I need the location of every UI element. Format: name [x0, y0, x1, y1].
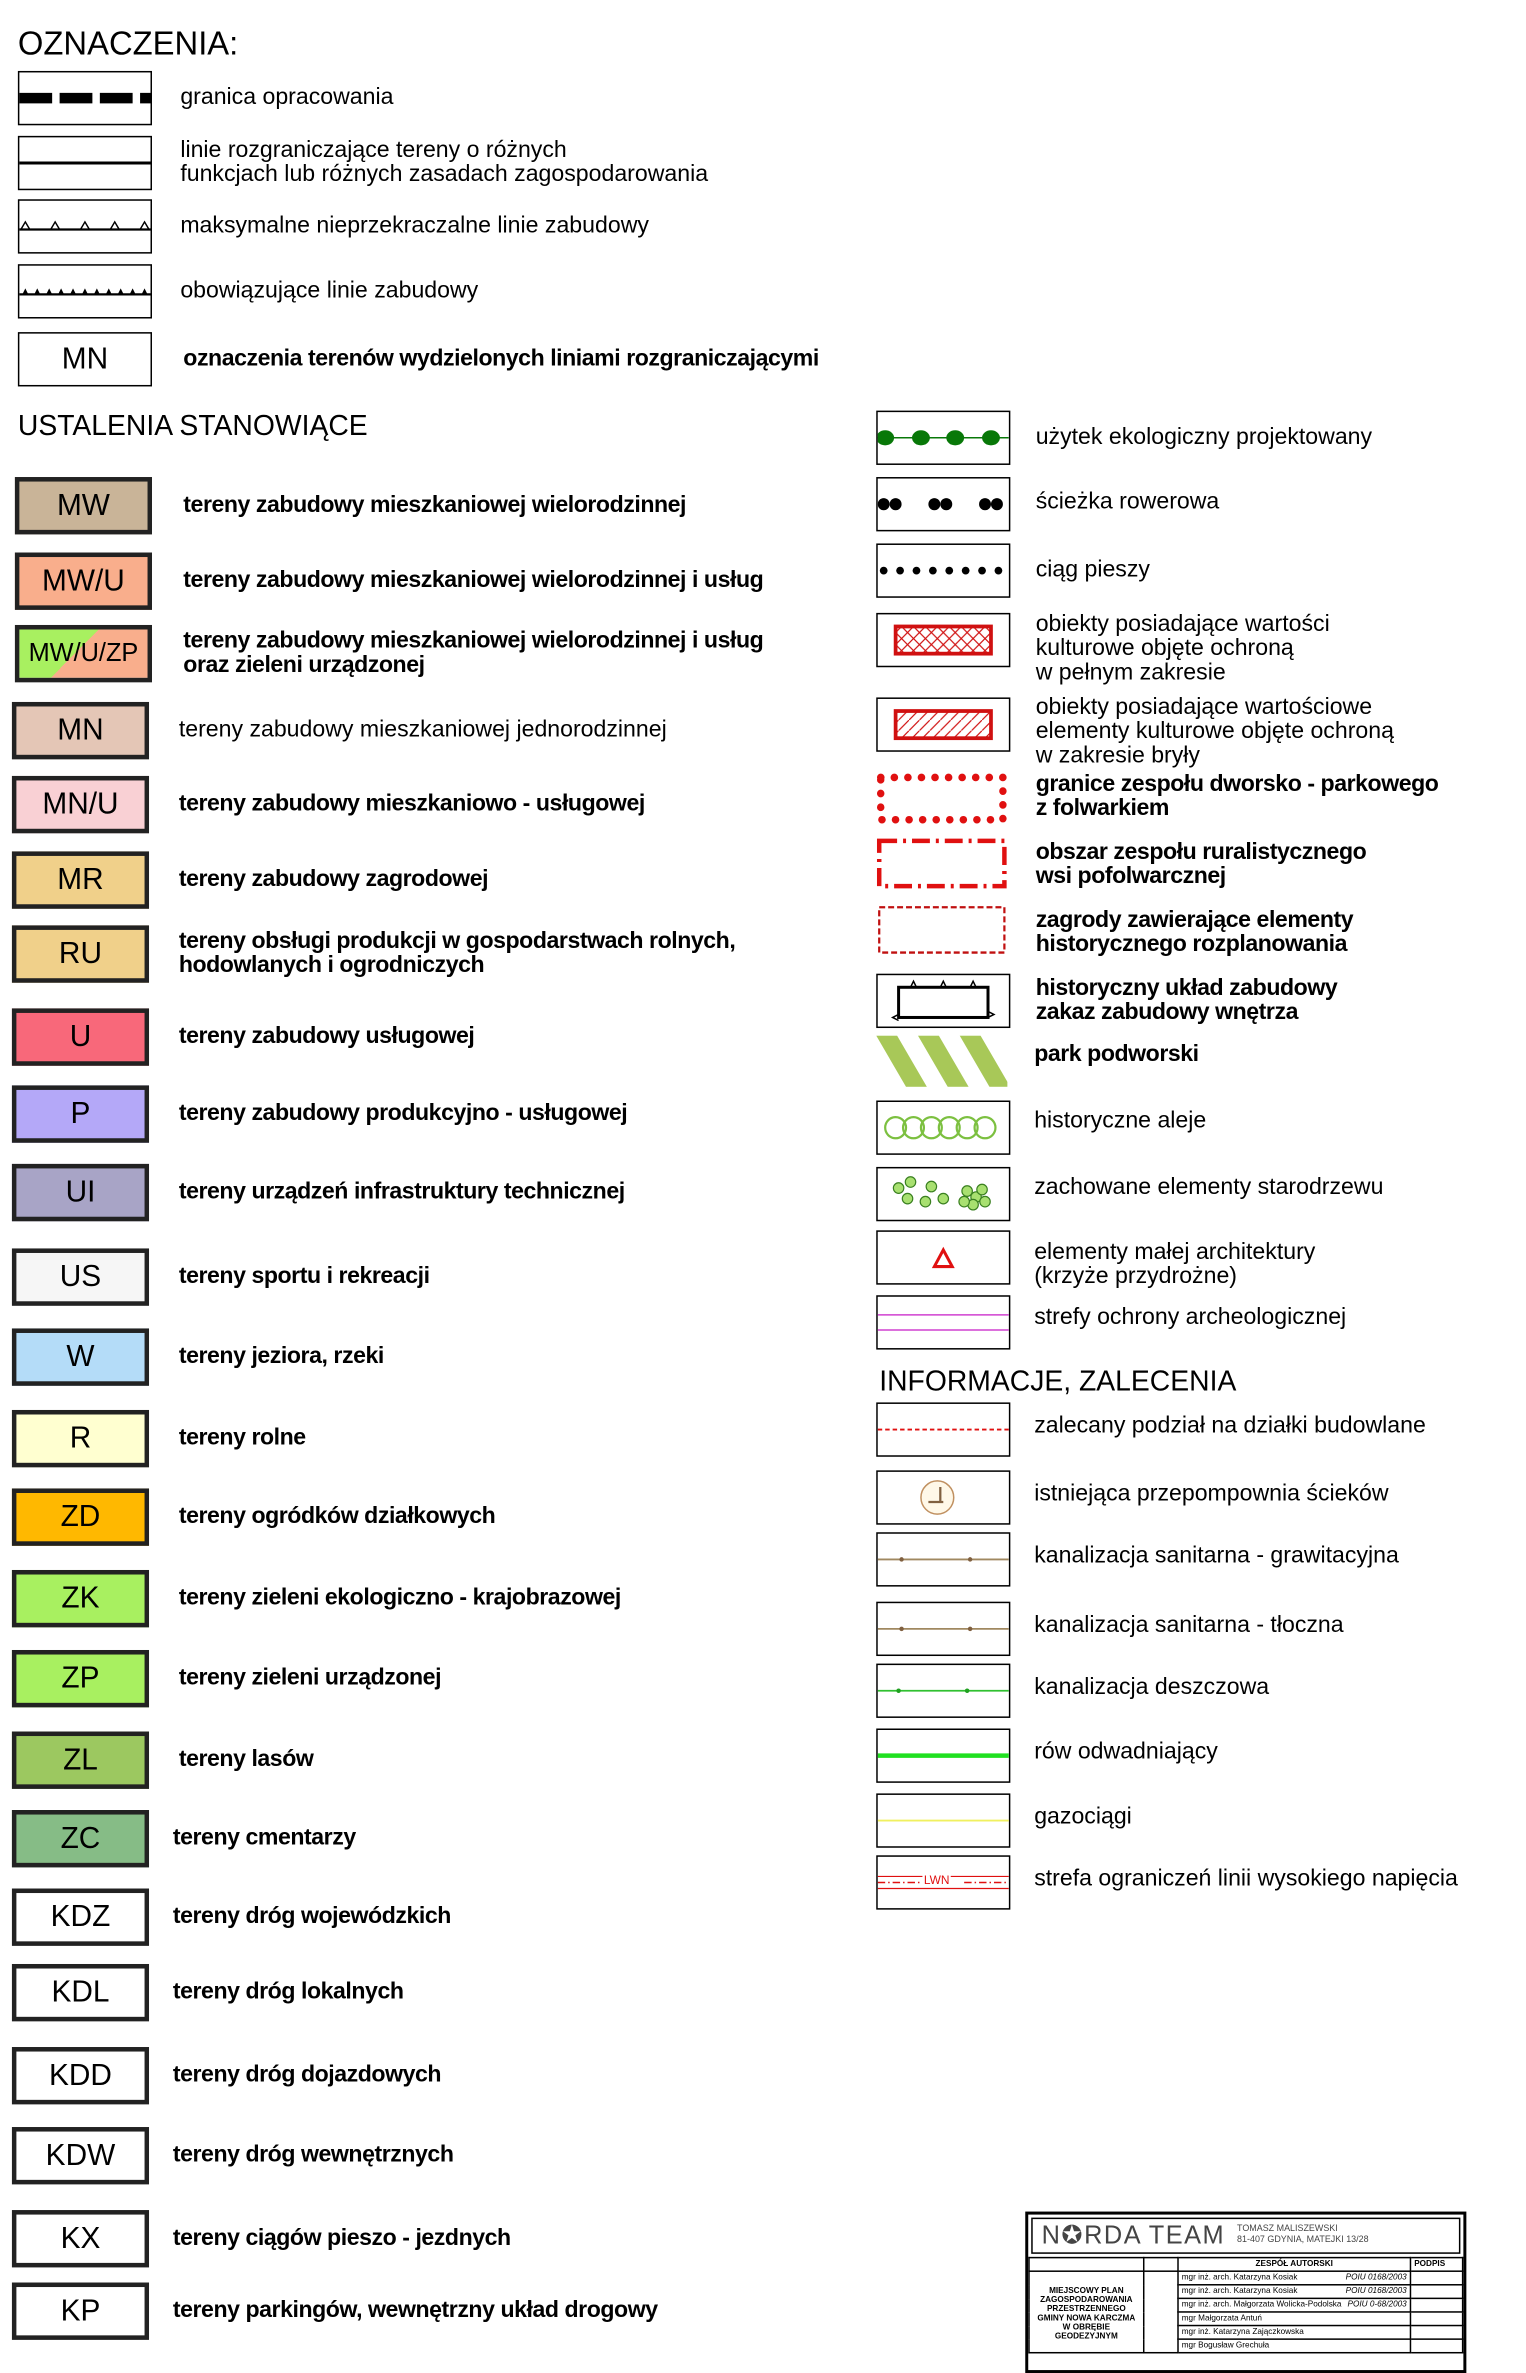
yellow-line-icon: [876, 1793, 1010, 1847]
legend-label: tereny parkingów, wewnętrzny układ drogowy: [172, 2297, 658, 2324]
green-thin-line-icon: [876, 1664, 1010, 1718]
signature-cell: [1410, 2298, 1462, 2312]
legend-label: tereny zabudowy produkcyjno - usługowej: [178, 1100, 628, 1127]
legend-label: tereny ogródków działkowych: [178, 1503, 496, 1530]
zone-swatch-kdd: [12, 2047, 149, 2104]
crosshatch-red-icon: [876, 613, 1010, 667]
zone-code: US: [59, 1259, 102, 1293]
legend-label: tereny zabudowy mieszkaniowo - usługowej: [178, 791, 645, 817]
zone-code: R: [69, 1421, 92, 1455]
legend-label: użytek ekologiczny projektowany: [1035, 424, 1373, 450]
zone-swatch-zk: [12, 1570, 149, 1627]
legend-label: rów odwadniający: [1034, 1739, 1218, 1765]
zone-swatch-w: [12, 1328, 149, 1385]
legend-label: linie rozgraniczające tereny o różnych funkcjach lub różnych zasadach zagospodarowania: [180, 137, 709, 188]
double-dot-line-icon: [876, 477, 1010, 531]
historic-layout-icon: [876, 974, 1010, 1028]
red-dotted-frame-icon: [876, 773, 1007, 824]
zone-code: ZC: [60, 1821, 101, 1855]
green-thick-line-icon: [876, 1728, 1010, 1782]
zone-code: UI: [65, 1175, 96, 1209]
zone-swatch-kdl: [12, 1964, 149, 2021]
author-name: mgr inż. arch. Katarzyna Kosiak: [1181, 2273, 1298, 2283]
signature-cell: [1410, 2285, 1462, 2299]
zone-code: RU: [58, 936, 102, 970]
magenta-lines-icon: [876, 1295, 1010, 1349]
zone-code: MW/U: [42, 563, 125, 598]
zone-swatch-ru: [12, 925, 149, 982]
stamp-icons: [1144, 2271, 1178, 2353]
dashed-boundary-icon: [18, 71, 152, 125]
red-dashed-line-icon: [876, 1402, 1010, 1456]
legend-label: strefa ograniczeń linii wysokiego napięcia: [1034, 1865, 1458, 1892]
section-title-ustalenia: USTALENIA STANOWIĄCE: [17, 410, 368, 443]
legend-label: gazociągi: [1034, 1803, 1132, 1830]
legend-label: ciąg pieszy: [1035, 557, 1150, 583]
zone-code: P: [70, 1096, 91, 1130]
legend-label: tereny dróg wojewódzkich: [172, 1903, 451, 1930]
park-stripes-icon: [876, 1036, 1007, 1087]
legend-label: tereny zabudowy mieszkaniowej wielorodzinnej: [183, 492, 687, 518]
max-building-line-icon: [18, 199, 152, 253]
green-dots-line-icon: [876, 411, 1010, 465]
legend-label: strefy ochrony archeologicznej: [1034, 1304, 1347, 1330]
legend-label: tereny zabudowy mieszkaniowej wielorodzinnej i usług oraz zieleni urządzonej: [183, 627, 764, 678]
zone-swatch-mw-u-zp: [15, 625, 152, 682]
author-license: POIU 0-68/2003: [1347, 2300, 1407, 2310]
legend-label: tereny dróg dojazdowych: [172, 2062, 442, 2088]
plan-title: MIEJSCOWY PLAN ZAGOSPODAROWANIA PRZESTRZENNEGO GMINY NOWA KARCZMA W OBRĘBIE GEODEZYJNYM: [1029, 2271, 1144, 2353]
old-trees-icon: [876, 1167, 1010, 1221]
pump-station-icon: [876, 1470, 1010, 1524]
legend-label: tereny jeziora, rzeki: [178, 1343, 384, 1370]
mandatory-building-line-icon: [18, 264, 152, 318]
brown-line-grav-icon: [876, 1532, 1010, 1586]
legend-label: istniejąca przepompownia ścieków: [1034, 1480, 1389, 1507]
legend-label: tereny zieleni urządzonej: [178, 1665, 442, 1691]
zone-swatch-zc: [12, 1810, 149, 1867]
zone-code: KX: [60, 2221, 101, 2255]
legend-label: tereny urządzeń infrastruktury technicznej: [178, 1178, 625, 1205]
signature-cell: [1410, 2312, 1462, 2326]
legend-label: obiekty posiadające wartości kulturowe objęte ochroną w pełnym zakresie: [1035, 611, 1330, 686]
signature-cell: [1410, 2271, 1462, 2285]
zone-swatch-mn-u: [12, 776, 149, 833]
legend-label: historyczny układ zabudowy zakaz zabudowy wnętrza: [1035, 975, 1338, 1026]
signature-cell: [1410, 2326, 1462, 2340]
zone-code: ZL: [63, 1742, 98, 1777]
legend-label: obowiązujące linie zabudowy: [180, 277, 479, 304]
legend-label: zalecany podział na działki budowlane: [1034, 1412, 1426, 1439]
legend-label: oznaczenia terenów wydzielonych liniami rozgraniczającymi: [183, 345, 819, 372]
zone-swatch-p: [12, 1085, 149, 1142]
hatch-red-icon: [876, 697, 1010, 751]
legend-label: tereny cmentarzy: [172, 1825, 356, 1851]
zone-swatch-zl: [12, 1732, 149, 1789]
owner-name: TOMASZ MALISZEWSKI: [1237, 2225, 1338, 2235]
team-header: ZESPÓŁ AUTORSKI: [1178, 2258, 1410, 2272]
author-name: mgr inż. Katarzyna Zajączkowska: [1181, 2327, 1304, 2337]
zone-code: KP: [60, 2293, 101, 2328]
code-box-icon: [18, 332, 152, 386]
legend-label: historyczne aleje: [1034, 1108, 1207, 1134]
zone-code: MN/U: [42, 787, 119, 821]
zone-code: U: [69, 1019, 92, 1053]
legend-label: tereny zabudowy zagrodowej: [178, 866, 489, 893]
legend-label: ścieżka rowerowa: [1035, 489, 1220, 515]
zone-code: ZP: [61, 1661, 100, 1695]
zone-swatch-kdz: [12, 1889, 149, 1946]
red-dashdot-frame-icon: [876, 838, 1007, 889]
authors-table: [1028, 2257, 1463, 2354]
author-license: POIU 0168/2003: [1345, 2273, 1407, 2283]
zone-swatch-mr: [12, 851, 149, 908]
zone-code: KDW: [45, 2138, 116, 2172]
legend-label: tereny rolne: [178, 1425, 306, 1451]
solid-line-icon: [18, 136, 152, 190]
legend-label: zachowane elementy starodrzewu: [1034, 1174, 1384, 1201]
legend-label: tereny zabudowy usługowej: [178, 1023, 475, 1050]
sign-header: PODPIS: [1410, 2258, 1462, 2272]
title-block: [1025, 2212, 1466, 2373]
lwn-tag: LWN: [923, 1873, 950, 1887]
legend-label: kanalizacja deszczowa: [1034, 1674, 1270, 1700]
zone-swatch-ui: [12, 1164, 149, 1221]
legend-label: granice zespołu dworsko - parkowego z folwarkiem: [1035, 771, 1439, 822]
legend-label: granica opracowania: [180, 84, 394, 111]
author-name: mgr inż. arch. Katarzyna Kosiak: [1181, 2287, 1298, 2297]
zone-code: MW/U/ZP: [28, 638, 139, 668]
legend-label: zagrody zawierające elementy historycznego rozplanowania: [1035, 907, 1354, 958]
legend-label: kanalizacja sanitarna - grawitacyjna: [1034, 1542, 1399, 1569]
zone-code: MN: [61, 341, 109, 376]
red-triangle-icon: [876, 1230, 1010, 1284]
zone-code: MW: [56, 488, 110, 522]
legend-label: tereny dróg wewnętrznych: [172, 2142, 454, 2168]
zone-swatch-u: [12, 1008, 149, 1065]
author-license: POIU 0168/2003: [1345, 2287, 1407, 2297]
brown-line-press-icon: [876, 1602, 1010, 1656]
zone-code: KDL: [51, 1975, 110, 2009]
zone-swatch-r: [12, 1410, 149, 1467]
legend-label: park podworski: [1034, 1041, 1199, 1068]
legend-label: tereny sportu i rekreacji: [178, 1263, 430, 1290]
author-name: mgr Bogusław Grechuła: [1181, 2341, 1270, 2351]
zone-code: MN: [57, 713, 104, 747]
company-address: 81-407 GDYNIA, MATEJKI 13/28: [1237, 2235, 1369, 2245]
legend-label: kanalizacja sanitarna - tłoczna: [1034, 1612, 1344, 1638]
author-name: mgr inż. arch. Małgorzata Wolicka-Podolska: [1181, 2300, 1342, 2310]
zone-swatch-zp: [12, 1650, 149, 1707]
zone-swatch-mw: [15, 477, 152, 534]
zone-swatch-zd: [12, 1488, 149, 1545]
zone-swatch-kdw: [12, 2127, 149, 2184]
company-logo: N✪RDA TEAM: [1041, 2220, 1226, 2250]
legend-label: obiekty posiadające wartościowe elementy kulturowe objęte ochroną w zakresie bryły: [1035, 694, 1394, 769]
zone-swatch-mn: [12, 702, 149, 759]
red-dashed-frame-icon: [876, 904, 1007, 955]
alley-circles-icon: [876, 1100, 1010, 1154]
zone-swatch-kp: [12, 2283, 149, 2340]
legend-label: tereny zieleni ekologiczno - krajobrazowej: [178, 1585, 621, 1611]
dotted-line-icon: [876, 543, 1010, 597]
legend-label: elementy małej architektury (krzyże przydrożne): [1034, 1239, 1316, 1290]
legend-label: tereny lasów: [178, 1746, 314, 1773]
legend-label: tereny ciągów pieszo - jezdnych: [172, 2225, 511, 2251]
zone-code: MR: [57, 862, 104, 896]
zone-code: KDZ: [50, 1899, 111, 1934]
zone-swatch-us: [12, 1248, 149, 1305]
legend-label: tereny obsługi produkcji w gospodarstwach rolnych, hodowlanych i ogrodniczych: [178, 928, 736, 979]
zone-code: ZD: [60, 1499, 101, 1533]
zone-code: ZK: [61, 1581, 100, 1615]
legend-heading: OZNACZENIA:: [17, 24, 239, 62]
signature-cell: [1410, 2339, 1462, 2353]
author-name: mgr Małgorzata Antuń: [1181, 2314, 1262, 2324]
lwn-line-icon: [876, 1855, 1010, 1909]
section-title-info: INFORMACJE, ZALECENIA: [879, 1366, 1237, 1398]
author-row: [1029, 2271, 1463, 2285]
legend-label: obszar zespołu ruralistycznego wsi pofolwarcznej: [1035, 839, 1367, 890]
legend-label: tereny zabudowy mieszkaniowej jednorodzinnej: [178, 717, 667, 743]
zone-swatch-kx: [12, 2210, 149, 2267]
legend-label: maksymalne nieprzekraczalne linie zabudowy: [180, 212, 649, 239]
zone-code: W: [66, 1339, 95, 1373]
zone-swatch-mw-u: [15, 553, 152, 610]
zone-code: KDD: [48, 2058, 112, 2092]
legend-label: tereny dróg lokalnych: [172, 1979, 404, 2005]
legend-label: tereny zabudowy mieszkaniowej wielorodzinnej i usług: [183, 567, 764, 594]
